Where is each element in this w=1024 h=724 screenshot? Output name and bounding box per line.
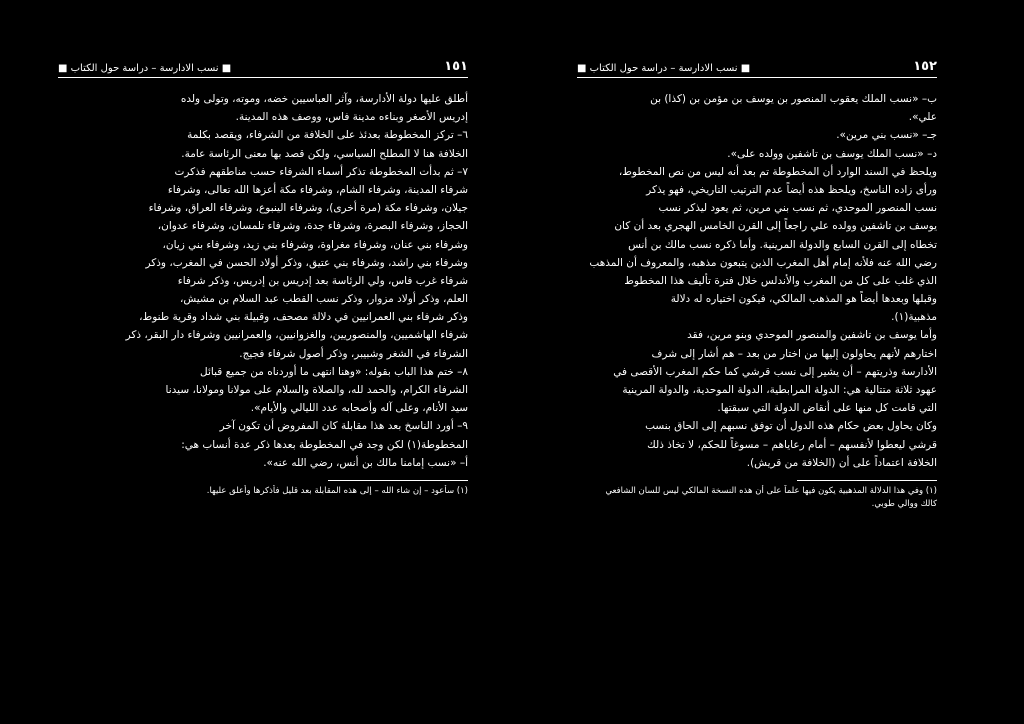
- text-line: الشرفاء الكرام، والحمد لله، والصلاة والسلام على مولانا ومولانا، سيدنا: [165, 384, 468, 396]
- text-line: وشرفاء بني راشد، وشرفاء بني عتيق، وذكر أولاد الحسن في المغرب، وذكر: [145, 256, 468, 269]
- text-line: ب– «نسب الملك يعقوب المنصور بن يوسف بن مؤمن بن (كذا) بن: [650, 93, 937, 105]
- right-page: [577, 52, 937, 692]
- footnote: (١) وفي هذا الدلالة المذهبية يكون فيها علماً على أن هذه النسخة المالكي ليس للسان الشافعي: [605, 485, 937, 496]
- text-line: الخلافة هنا لا المطلح السياسي، ولكن قصد بها معنى الرئاسة عامة.: [181, 147, 468, 160]
- text-line: رضي الله عنه فلأنه إمام أهل المغرب الذين يتبعون مذهبه، والمعروف أن المذهب: [589, 256, 937, 269]
- text-line: ٩– أورد الناسخ بعد هذا مقابلة كان المفروض أن تكون آخر: [219, 420, 468, 433]
- left-page: [58, 52, 468, 692]
- text-line: الخلافة اعتماداً على أن (الخلافة من قريش).: [746, 456, 937, 469]
- footnote: كالك ووالي طوبي.: [871, 498, 937, 509]
- running-header: ■ نسب الادارسة – دراسة حول الكتاب ■: [58, 63, 232, 74]
- text-line: وكان يحاول بعض حكام هذه الدول أن توفق نسبهم إلى الحاق بنسب: [645, 420, 937, 433]
- text-line: ورأى زاده الناسخ، ويلحظ هذه أيضاً عدم الترتيب التاريخي، فهو يذكر: [646, 183, 937, 196]
- text-line: يوسف بن تاشفين وولده علي راجعاً إلى القرن الخامس الهجري بعد أن كان: [614, 220, 937, 233]
- footnote: (١) سأعود – إن شاء الله – إلى هذه المقابلة بعد قليل فأذكرها وأعلق عليها.: [206, 485, 468, 496]
- text-line: التي قامت كل منها على أنقاض الدولة التي سبقتها.: [717, 402, 937, 415]
- text-line: أطلق عليها دولة الأدارسة، وآثر العباسيين خضه، وموته، وتولى ولده: [180, 93, 468, 105]
- page-header: [58, 52, 468, 78]
- page-body: [577, 90, 937, 472]
- footnote-divider: [797, 480, 937, 481]
- text-line: نسب المنصور الموحدي، ثم نسب بني مرين، ثم يعود ليذكر نسب: [658, 202, 937, 215]
- text-line: وقبلها وبعدها أيضاً هو المذهب المالكي، فيكون اختياره له دلالة: [670, 293, 937, 306]
- text-line: ٧– ثم بدأت المخطوطة تذكر أسماء الشرفاء حسب مناطقهم فذكرت: [174, 165, 468, 178]
- text-line: ٨– ختم هذا الباب بقوله: «وهنا انتهى ما أوردناه من جميع قبائل: [200, 365, 468, 378]
- text-line: شرفاء الهاشميين، والمنصوريين، والغزوانيين، والعمرانيين وشرفاء دار البقر، ذكر: [125, 329, 468, 342]
- text-line: الذي غلب على كل من المغرب والأندلس خلال فترة تأليف هذا المخطوط: [624, 274, 937, 287]
- text-line: شرفاء المدينة، وشرفاء الشام، وشرفاء مكة أعزها الله تعالى، وشرفاء: [167, 183, 468, 196]
- page-number: ١٥٢: [913, 59, 937, 74]
- text-line: ٦– تركز المخطوطة بعدئذ على الخلافة من الشرفاء، ويقصد بكلمة: [187, 129, 468, 142]
- page-header: [577, 52, 937, 78]
- text-line: مذهبية(١).: [891, 311, 937, 324]
- text-line: سيد الأنام، وعلى آله وأصحابه عدد الليالي والأيام».: [250, 402, 468, 415]
- text-line: جيلان، وشرفاء مكة (مرة أخرى)، وشرفاء الينبوع، وشرفاء العراق، وشرفاء: [148, 202, 468, 215]
- text-line: د– «نسب الملك يوسف بن تاشفين وولده على».: [727, 147, 937, 160]
- text-line: وشرفاء بني عنان، وشرفاء مغراوة، وشرفاء بني زيد، وشرفاء بني زيان،: [162, 238, 468, 251]
- text-line: وذكر شرفاء بني العمرانيين في دلالة مصحف، وقبيلة بني شداد وقرية طنوط،: [139, 311, 468, 324]
- text-line: الشرفاء في الشغر وشبيبر، وذكر أصول شرفاء فجيج.: [239, 347, 468, 360]
- text-line: عهود ثلاثة متتالية هي: الدولة المرابطية، الدولة الموحدية، والدولة المرينية: [622, 384, 937, 396]
- text-line: العلم، وذكر أولاد مزوار، وذكر نسب القطب عبد السلام بن مشيش،: [179, 293, 468, 306]
- text-line: أ– «نسب إمامنا مالك بن أنس، رضي الله عنه».: [263, 456, 468, 469]
- page-body: [58, 90, 468, 472]
- text-line: شرفاء غرب فاس، ولي الرئاسة بعد إدريس بن إدريس، وذكر شرفاء: [177, 274, 468, 287]
- page-number: ١٥١: [444, 59, 468, 74]
- text-line: الأدارسة وذريتهم – أن يشير إلى نسب قرشي كما حكم المغرب الأقصى في: [613, 365, 937, 378]
- running-header: ■ نسب الادارسة – دراسة حول الكتاب ■: [577, 63, 751, 74]
- text-line: تخطاه إلى القرن السابع والدولة المرينية. وأما ذكره نسب مالك بن أنس: [628, 238, 937, 251]
- text-line: جـ– «نسب بني مرين».: [836, 129, 937, 142]
- text-line: اختارهم لأنهم يحاولون إليها من اختار من بعد – هم أشار إلى شرف: [651, 347, 937, 360]
- text-line: علي».: [908, 111, 937, 124]
- text-line: ويلحظ في السند الوارد أن المخطوطة تم بعد أنه ليس من نص المخطوط،: [618, 165, 937, 178]
- text-line: وأما يوسف بن تاشفين والمنصور الموحدي وبنو مرين، فقد: [687, 329, 937, 342]
- text-line: الحجاز، وشرفاء البصرة، وشرفاء جدة، وشرفاء تلمسان، وشرفاء عدوان،: [157, 220, 468, 233]
- text-line: قرشي ليعطوا لأنفسهم – أمام رعاياهم – مسوغاً للحكم، لا تخاذ ذلك: [647, 438, 937, 451]
- footnote-divider: [328, 480, 468, 481]
- text-line: المخطوطة(١) لكن وجد في المخطوطة بعدها ذكر عدة أنساب هي:: [181, 438, 468, 451]
- text-line: إدريس الأصغر وبناءه مدينة فاس، ووصف هذه المدينة.: [235, 111, 468, 124]
